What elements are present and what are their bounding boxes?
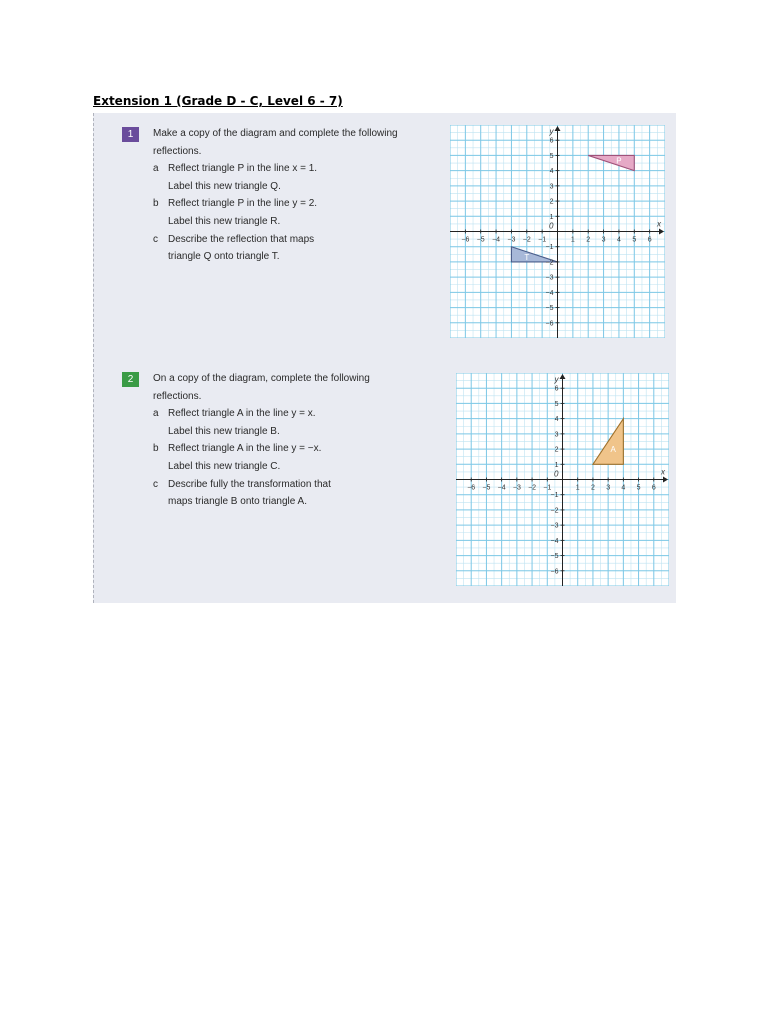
- x-tick-label: 2: [590, 484, 595, 492]
- y-tick-label: −3: [550, 522, 559, 530]
- origin-label: 0: [549, 221, 554, 231]
- y-tick-label: 6: [554, 385, 559, 393]
- grid-svg: [456, 373, 669, 586]
- x-tick-label: 1: [570, 236, 575, 244]
- x-tick-label: −1: [543, 484, 552, 492]
- triangle-label: A: [610, 445, 616, 455]
- x-tick-label: −5: [482, 484, 491, 492]
- worksheet: [93, 113, 676, 603]
- part-label: c: [153, 478, 158, 490]
- part-line: Reflect triangle P in the line x = 1.: [168, 163, 318, 175]
- part-b: [153, 195, 422, 230]
- question-number: 2: [122, 372, 139, 387]
- part-a: [153, 405, 422, 440]
- y-tick-label: −6: [550, 568, 559, 576]
- y-tick-label: −4: [545, 289, 554, 297]
- x-tick-label: −4: [497, 484, 506, 492]
- y-tick-label: −5: [550, 553, 559, 561]
- y-tick-label: −2: [545, 259, 554, 267]
- grid-svg: [450, 125, 665, 338]
- y-tick-label: 4: [554, 416, 559, 424]
- part-line: Describe the reflection that maps: [168, 233, 315, 245]
- part-label: c: [153, 233, 158, 245]
- question-text: [153, 125, 422, 266]
- x-tick-label: 1: [575, 484, 580, 492]
- y-tick-label: 1: [554, 461, 559, 469]
- part-line: Label this new triangle C.: [168, 460, 281, 472]
- x-axis-label: x: [661, 467, 665, 477]
- y-tick-label: −1: [550, 492, 559, 500]
- x-tick-label: 3: [606, 484, 611, 492]
- y-tick-label: −4: [550, 537, 559, 545]
- part-line: Reflect triangle A in the line y = −x.: [168, 443, 322, 455]
- part-line: Reflect triangle P in the line y = 2.: [168, 198, 318, 210]
- heading: Extension 1 (Grade D - C, Level 6 - 7): [93, 94, 343, 108]
- x-tick-label: −1: [538, 236, 547, 244]
- x-tick-label: −2: [522, 236, 531, 244]
- question-1: [122, 125, 422, 266]
- part-line: Label this new triangle R.: [168, 215, 281, 227]
- triangle-label: P: [616, 156, 622, 166]
- part-a: [153, 160, 422, 195]
- y-tick-label: −6: [545, 320, 554, 328]
- part-c: [153, 231, 422, 266]
- part-label: b: [153, 443, 159, 455]
- question-text: [153, 370, 422, 511]
- part-label: a: [153, 163, 159, 175]
- coordinate-grid-1: [450, 125, 665, 343]
- x-tick-label: −2: [528, 484, 537, 492]
- y-tick-label: 3: [549, 183, 554, 191]
- x-axis-label: x: [657, 219, 661, 229]
- part-line: Reflect triangle A in the line y = x.: [168, 408, 316, 420]
- x-tick-label: 4: [616, 236, 621, 244]
- y-tick-label: −5: [545, 305, 554, 313]
- intro-line: reflections.: [153, 390, 202, 402]
- y-tick-label: −2: [550, 507, 559, 515]
- x-tick-label: 3: [601, 236, 606, 244]
- triangle-label: T: [524, 252, 530, 262]
- y-axis-label: y: [554, 375, 559, 384]
- x-tick-label: −3: [507, 236, 516, 244]
- part-label: b: [153, 198, 159, 210]
- x-tick-label: 5: [632, 236, 637, 244]
- part-line: maps triangle B onto triangle A.: [168, 496, 307, 508]
- part-line: Label this new triangle Q.: [168, 180, 281, 192]
- x-tick-label: 5: [636, 484, 641, 492]
- x-tick-label: −6: [467, 484, 476, 492]
- x-tick-label: 6: [651, 484, 656, 492]
- x-tick-label: −5: [476, 236, 485, 244]
- intro-line: reflections.: [153, 145, 202, 157]
- origin-label: 0: [554, 469, 559, 479]
- part-c: [153, 476, 422, 511]
- question-number: 1: [122, 127, 139, 142]
- y-axis-label: y: [549, 127, 554, 136]
- part-line: Describe fully the transformation that: [168, 478, 331, 490]
- coordinate-grid-2: [456, 373, 669, 591]
- intro-line: On a copy of the diagram, complete the following: [153, 373, 370, 384]
- y-tick-label: 3: [554, 431, 559, 439]
- y-tick-label: 6: [549, 137, 554, 145]
- x-tick-label: −3: [512, 484, 521, 492]
- y-tick-label: −1: [545, 244, 554, 252]
- x-tick-label: −6: [461, 236, 470, 244]
- y-tick-label: 1: [549, 213, 554, 221]
- part-line: triangle Q onto triangle T.: [168, 251, 280, 263]
- y-tick-label: 5: [549, 152, 554, 160]
- part-b: [153, 440, 422, 475]
- y-tick-label: 2: [549, 198, 554, 206]
- y-tick-label: 2: [554, 446, 559, 454]
- y-tick-label: −3: [545, 274, 554, 282]
- question-2: [122, 370, 422, 511]
- part-label: a: [153, 408, 159, 420]
- x-tick-label: 4: [621, 484, 626, 492]
- x-tick-label: 6: [647, 236, 652, 244]
- y-tick-label: 4: [549, 168, 554, 176]
- y-tick-label: 5: [554, 400, 559, 408]
- intro-line: Make a copy of the diagram and complete the following: [153, 128, 398, 139]
- part-line: Label this new triangle B.: [168, 425, 280, 437]
- x-tick-label: 2: [586, 236, 591, 244]
- x-tick-label: −4: [492, 236, 501, 244]
